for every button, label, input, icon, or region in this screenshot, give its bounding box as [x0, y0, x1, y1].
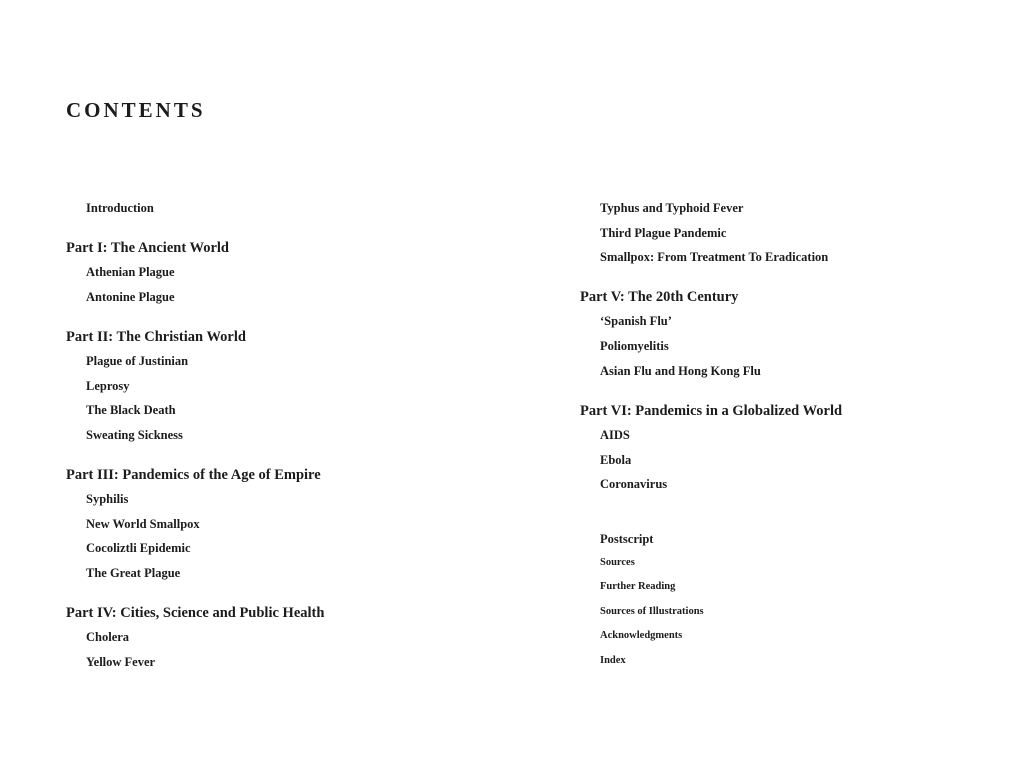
toc-entry-title: Syphilis [86, 492, 129, 506]
toc-entry-title: Smallpox: From Treatment To Eradication [600, 250, 829, 264]
toc-entry-title: Part I: The Ancient World [66, 240, 229, 256]
toc-entry-title: Further Reading [600, 581, 676, 592]
toc-entry-title: Sources [600, 557, 635, 568]
toc-entry-title: Part IV: Cities, Science and Public Health [66, 605, 325, 621]
toc-entry-title: Part III: Pandemics of the Age of Empire [66, 467, 321, 483]
toc-entry-title: AIDS [600, 428, 630, 442]
toc-entry-title: Introduction [86, 201, 154, 215]
toc-entry-title: Part V: The 20th Century [580, 289, 739, 305]
toc-entry-title: Postscript [600, 532, 654, 546]
toc-entry-title: Yellow Fever [86, 655, 156, 669]
toc-entry-title: The Black Death [86, 403, 176, 417]
toc-entry-title: Sweating Sickness [86, 428, 183, 442]
toc-entry-title: Typhus and Typhoid Fever [600, 201, 744, 215]
toc-entry-title: Third Plague Pandemic [600, 226, 727, 240]
toc-entry-title: Acknowledgments [600, 630, 683, 641]
toc-entry-title: Index [600, 655, 626, 666]
toc-entry-title: Plague of Justinian [86, 354, 189, 368]
toc-entry-title: Part VI: Pandemics in a Globalized World [580, 403, 843, 419]
toc-entry-title: ‘Spanish Flu’ [600, 314, 672, 328]
toc-entry-title: Ebola [600, 453, 632, 467]
toc-entry-title: Cocoliztli Epidemic [86, 541, 191, 555]
toc-entry-title: Part II: The Christian World [66, 329, 246, 345]
toc-entry-title: Asian Flu and Hong Kong Flu [600, 364, 761, 378]
toc-entry-title: Athenian Plague [86, 265, 175, 279]
toc-entry-title: Antonine Plague [86, 290, 175, 304]
toc-entry-title: Sources of Illustrations [600, 606, 704, 617]
toc-entry-title: Coronavirus [600, 477, 668, 491]
toc-entry-title: Leprosy [86, 379, 130, 393]
toc-entry-title: New World Smallpox [86, 517, 200, 531]
toc-entry-title: Poliomyelitis [600, 339, 669, 353]
toc-entry-title: Cholera [86, 630, 130, 644]
toc-entry-title: The Great Plague [86, 566, 181, 580]
page-title: CONTENTS [66, 98, 206, 122]
